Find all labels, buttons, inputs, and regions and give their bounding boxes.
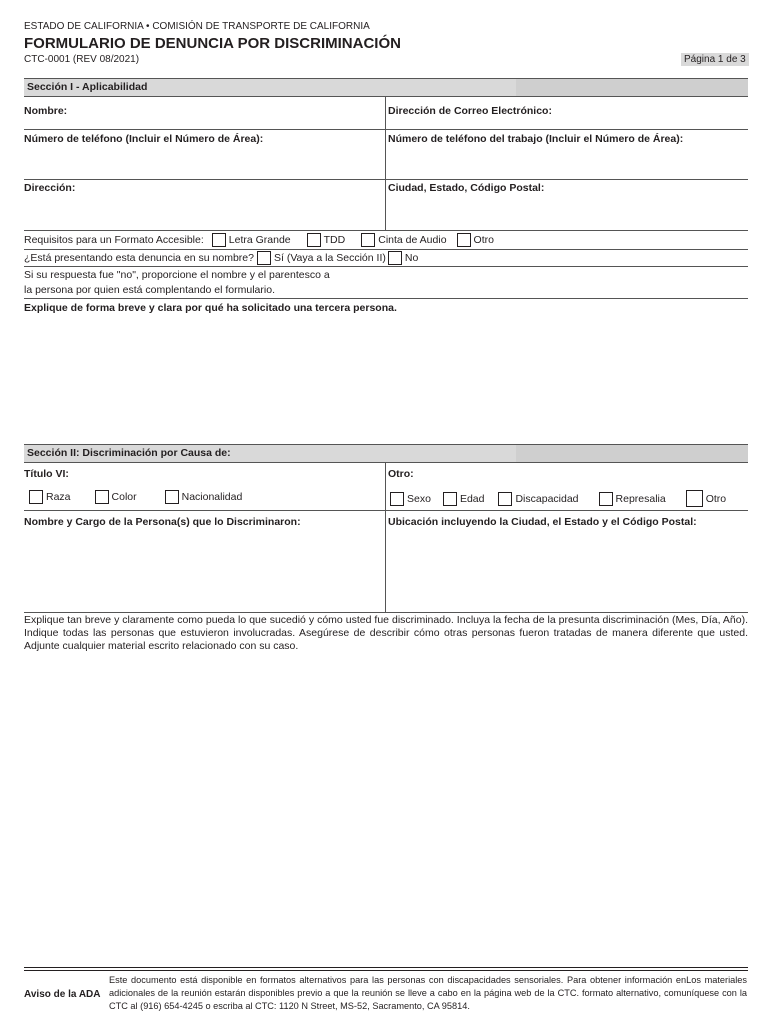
age-label: Edad	[459, 492, 485, 505]
name-input[interactable]	[24, 118, 384, 128]
column-divider	[385, 462, 386, 612]
form-title: FORMULARIO DE DENUNCIA POR DISCRIMINACIÓN	[24, 35, 401, 52]
address-input[interactable]	[24, 197, 384, 229]
divider	[24, 249, 748, 250]
sex-label: Sexo	[407, 492, 431, 505]
yes-checkbox[interactable]	[257, 251, 271, 265]
footer-rule	[24, 970, 748, 971]
section-2-header	[24, 444, 748, 462]
person-textarea[interactable]	[24, 532, 382, 610]
phone-input[interactable]	[24, 148, 384, 178]
city-label: Ciudad, Estado, Código Postal:	[388, 182, 545, 194]
divider	[24, 230, 748, 231]
divider	[24, 612, 748, 613]
format-row	[24, 233, 494, 247]
page-number: Página 1 de 3	[681, 53, 749, 66]
divider	[24, 266, 748, 267]
email-label: Dirección de Correo Electrónico:	[388, 105, 552, 117]
own-behalf-prompt: ¿Está presentando esta denuncia en su nombre?	[24, 252, 254, 264]
location-label: Ubicación incluyendo la Ciudad, el Estado y el Código Postal:	[388, 516, 697, 528]
phone-label: Número de teléfono (Incluir el Número de Área):	[24, 133, 264, 145]
format-other-checkbox[interactable]	[457, 233, 471, 247]
no-label: No	[404, 252, 419, 264]
format-other-label: Otro	[473, 234, 494, 246]
color-label: Color	[111, 491, 137, 503]
footer-rule	[24, 967, 748, 968]
disability-checkbox[interactable]	[498, 492, 512, 506]
other-basis-checkbox[interactable]	[686, 490, 703, 507]
divider	[24, 129, 748, 130]
national-origin-label: Nacionalidad	[181, 491, 243, 503]
other-basis-option-label: Otro	[705, 492, 727, 505]
tdd-label: TDD	[323, 234, 346, 246]
age-checkbox[interactable]	[443, 492, 457, 506]
incident-textarea[interactable]	[24, 660, 748, 960]
no-checkbox[interactable]	[388, 251, 402, 265]
ada-notice-label: Aviso de la ADA	[24, 989, 101, 1000]
divider	[24, 298, 748, 299]
section-1-title: Sección I - Aplicabilidad	[27, 81, 148, 93]
city-input[interactable]	[388, 197, 748, 229]
tdd-checkbox[interactable]	[307, 233, 321, 247]
explain-incident-text: Explique tan breve y claramente como pueda lo que sucedió y cómo usted fue discriminado. Incluya la fecha de la presunta discriminación (Mes, Día, Año). Indique todas las personas que estuvieron involucradas. Asegúrese de describir cómo otras personas fueron tratadas de manera diferente que usted. Adjunte cualquier material escrito relacionado con su caso.	[24, 614, 748, 652]
section-1-header	[24, 78, 748, 96]
sex-checkbox[interactable]	[390, 492, 404, 506]
email-input[interactable]	[388, 118, 748, 128]
if-no-text-1: Si su respuesta fue "no", proporcione el nombre y el parentesco a	[24, 269, 330, 281]
audio-tape-label: Cinta de Audio	[378, 234, 447, 246]
race-checkbox[interactable]	[29, 490, 43, 504]
name-label: Nombre:	[24, 105, 68, 117]
person-label: Nombre y Cargo de la Persona(s) que lo Discriminaron:	[24, 516, 301, 528]
other-basis-label: Otro:	[388, 468, 414, 480]
audio-tape-checkbox[interactable]	[361, 233, 375, 247]
race-label: Raza	[46, 491, 71, 503]
large-print-checkbox[interactable]	[212, 233, 226, 247]
retaliation-checkbox[interactable]	[599, 492, 613, 506]
other-basis-options	[390, 490, 726, 507]
title-vi-label: Título VI:	[24, 468, 69, 480]
divider	[24, 510, 748, 511]
format-prompt: Requisitos para un Formato Accesible:	[24, 234, 204, 246]
location-textarea[interactable]	[388, 532, 746, 610]
work-phone-label: Número de teléfono del trabajo (Incluir el Número de Área):	[388, 133, 684, 145]
if-no-text-2: la persona por quien está complentando el formulario.	[24, 284, 275, 296]
retaliation-label: Represalia	[615, 492, 666, 505]
divider	[24, 96, 748, 97]
divider	[24, 462, 748, 463]
third-party-label: Explique de forma breve y clara por qué ha solicitado una tercera persona.	[24, 302, 397, 314]
third-party-textarea[interactable]	[24, 318, 748, 440]
ada-notice-text: Este documento está disponible en formatos alternativos para las personas con discapacidades sensoriales. Para obtener información enLos materiales adicionales de la reunión estarán disponibles previo a que la reunión se lleve a cabo en la página web de la CTC. formato alternativo, comuníquese con la CTC al (916) 654-4245 o escriba al CTC: 1120 N Street, MS-52, Sacramento, CA 95814.	[109, 975, 747, 1011]
title-vi-options	[29, 490, 242, 504]
large-print-label: Letra Grande	[228, 234, 291, 246]
column-divider	[385, 96, 386, 230]
section-2-title: Sección II: Discriminación por Causa de:	[27, 447, 231, 459]
color-checkbox[interactable]	[95, 490, 109, 504]
agency-line: ESTADO DE CALIFORNIA • COMISIÓN DE TRANSPORTE DE CALIFORNIA	[24, 21, 370, 32]
disability-label: Discapacidad	[515, 492, 579, 505]
divider	[24, 179, 748, 180]
address-label: Dirección:	[24, 182, 76, 194]
yes-label: Sí (Vaya a la Sección II)	[274, 252, 386, 264]
own-behalf-row	[24, 251, 418, 265]
national-origin-checkbox[interactable]	[165, 490, 179, 504]
form-id: CTC-0001 (REV 08/2021)	[24, 54, 140, 65]
work-phone-input[interactable]	[388, 148, 748, 178]
